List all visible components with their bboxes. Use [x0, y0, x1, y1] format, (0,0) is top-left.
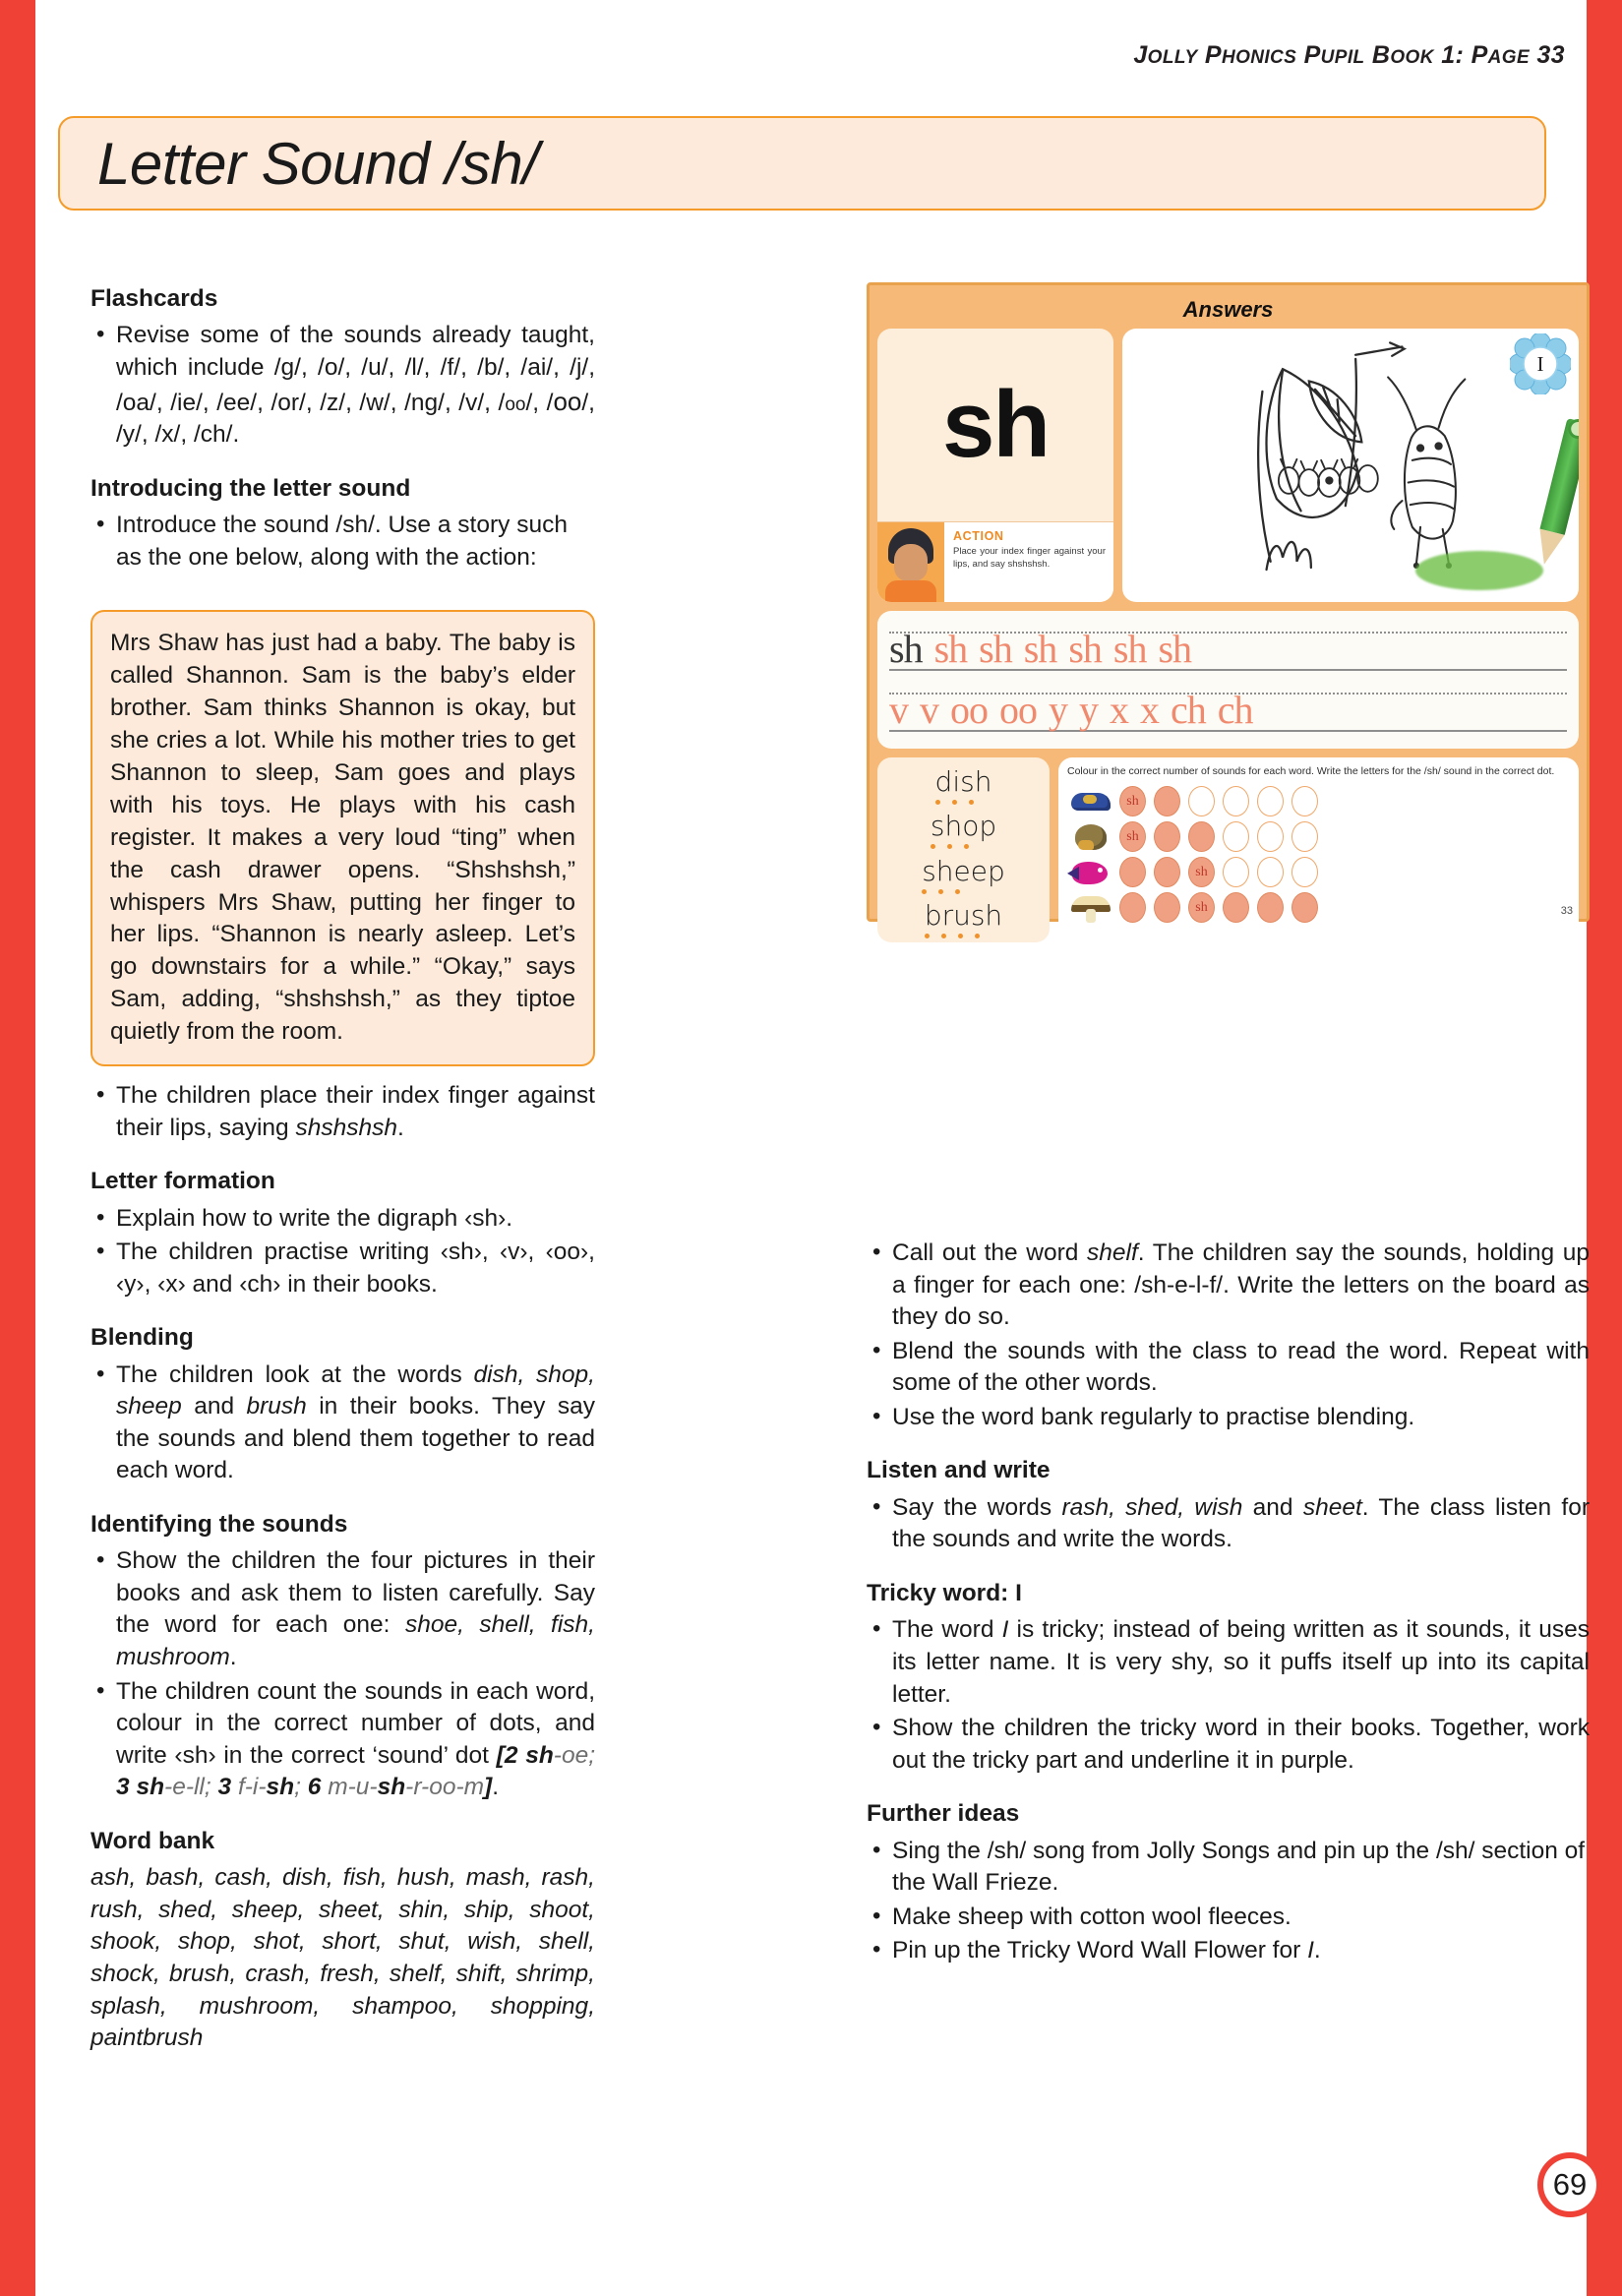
word-dots	[935, 800, 992, 805]
breakdown-sh-3: sh	[266, 1774, 295, 1801]
list-item: • The children practise writing ‹sh›, ‹v›, ‹oo›, ‹y›, ‹x› and ‹ch› in their books.	[90, 1237, 595, 1300]
dot	[964, 844, 969, 849]
heading-introducing: Introducing the letter sound	[90, 474, 411, 502]
list-item: • Introduce the sound /sh/. Use a story such as the one below, along with the action:	[90, 510, 595, 574]
list-item: • Explain how to write the digraph ‹sh›.	[90, 1203, 595, 1236]
section-blending-continued	[867, 1238, 1590, 1433]
dot	[922, 889, 927, 894]
letter-formation-list	[90, 1203, 595, 1301]
pupil-book-illustration-panel	[867, 282, 1590, 932]
section-introducing	[90, 473, 595, 574]
flashcards-text-mid: /, /	[525, 389, 554, 416]
sound-dot	[1188, 786, 1215, 816]
sound-dot	[1188, 857, 1215, 887]
breakdown-sh-4: sh	[377, 1774, 406, 1801]
word-label: dish	[934, 765, 992, 799]
sound-dot	[1154, 821, 1180, 852]
handwriting-glyph: sh	[1158, 627, 1192, 671]
shell-icon	[1067, 821, 1114, 853]
identify-b2-before: The children count the sounds in each word, colour in the correct number of dots, and write ‹sh› in the correct ‘sound’ dot	[116, 1677, 595, 1769]
breakdown-pre-3: f-i-	[237, 1774, 267, 1801]
list-item: • Show the children the tricky word in their books. Together, work out the tricky part and underline it in purple.	[867, 1713, 1590, 1777]
law-words-1: rash, shed, wish	[1061, 1493, 1243, 1521]
word-list-item	[930, 810, 997, 849]
dot	[931, 844, 935, 849]
breakdown-pre-4: m-u-	[328, 1774, 378, 1801]
sound-dot	[1292, 892, 1318, 923]
handwriting-glyph: sh	[1068, 627, 1102, 671]
grass-patch-shape	[1415, 551, 1543, 590]
list-item	[867, 1614, 1590, 1711]
mushroom-icon	[1067, 892, 1114, 924]
list-item	[90, 1359, 595, 1487]
action-bullet-sound: shshshsh	[295, 1114, 397, 1141]
section-flashcards	[90, 283, 595, 452]
handwriting-glyph: ch	[1171, 688, 1206, 732]
breakdown-count-2: 3	[116, 1774, 130, 1801]
tricky-after: is tricky; instead of being written as it sounds, it uses its letter name. It is very shy, so it puffs itself up into its capital letter.	[892, 1616, 1591, 1708]
law-words-2: sheet	[1302, 1493, 1362, 1521]
sound-dot	[1154, 786, 1180, 816]
heading-letter-formation: Letter formation	[90, 1168, 275, 1195]
sound-dot	[1223, 857, 1249, 887]
handwriting-glyph: y	[1079, 688, 1098, 732]
sound-dot	[1292, 821, 1318, 852]
page-title: Letter Sound /sh/	[97, 130, 539, 197]
list-item: • Blend the sounds with the class to read the word. Repeat with some of the other words.	[867, 1336, 1590, 1400]
sound-dot	[1257, 821, 1284, 852]
sound-dot	[1292, 786, 1318, 816]
section-listen-and-write	[867, 1455, 1590, 1556]
flashcards-text-tail: /, /y/, /x/, /ch/.	[116, 389, 595, 449]
handwriting-glyph: x	[1140, 688, 1159, 732]
sound-dot	[1223, 892, 1249, 923]
handwriting-glyph: sh	[933, 627, 968, 671]
dot	[938, 889, 943, 894]
sound-dot	[1188, 821, 1215, 852]
heading-tricky-word: Tricky word: I	[867, 1579, 1022, 1606]
illustration-bottom-row	[877, 757, 1579, 942]
action-text-block	[944, 522, 1113, 602]
introducing-list	[90, 510, 595, 574]
illustration-top-row	[877, 329, 1579, 602]
page-edge-bar-left	[0, 0, 35, 2296]
shoe-icon	[1067, 786, 1114, 817]
breakdown-rest-4: -r-oo-m	[405, 1774, 485, 1801]
handwriting-glyph: sh	[979, 627, 1012, 671]
breakdown-rest-2: -e-ll;	[164, 1774, 218, 1801]
sound-dot	[1223, 821, 1249, 852]
page-title-bar	[58, 116, 1546, 211]
callout-after: . The children say the sounds, holding up a finger for each one: /sh-e-l-f/. Write the letters on the board as they do so.	[892, 1239, 1590, 1331]
section-letter-formation	[90, 1166, 595, 1300]
section-word-bank	[90, 1826, 595, 2055]
handwriting-glyph: oo	[999, 688, 1037, 732]
action-bullet-after: .	[397, 1114, 404, 1141]
breakdown-sh-2: sh	[136, 1774, 165, 1801]
breakdown-count-1: 2	[504, 1741, 518, 1769]
worksheet-row	[1067, 890, 1570, 926]
digraph-card	[877, 329, 1113, 602]
word-list-item	[934, 765, 992, 805]
action-body: Place your index finger against your lips, and say shshshsh.	[953, 546, 1106, 570]
heading-listen-and-write: Listen and write	[867, 1457, 1051, 1484]
blending-after: in their books. They say the sounds and blend them together to read each word.	[116, 1393, 595, 1484]
sound-dot	[1257, 786, 1284, 816]
list-item: • Use the word bank regularly to practise blending.	[867, 1402, 1590, 1434]
sh-in-dot: sh	[1195, 864, 1208, 879]
further-after: .	[1313, 1937, 1321, 1964]
sound-dots-worksheet	[1058, 757, 1579, 942]
worksheet-row	[1067, 784, 1570, 819]
listen-and-write-list	[867, 1492, 1590, 1556]
sound-dot	[1119, 821, 1146, 852]
blending-words-2: brush	[246, 1393, 307, 1420]
handwriting-row-2	[889, 679, 1567, 740]
sound-dot	[1119, 892, 1146, 923]
heading-word-bank: Word bank	[90, 1827, 215, 1854]
breakdown-sh-1: sh	[525, 1741, 554, 1769]
word-list-card	[877, 757, 1050, 942]
oo-short-glyph: oo	[505, 393, 526, 415]
sound-dot	[1257, 892, 1284, 923]
flower-badge-letter: I	[1536, 351, 1544, 376]
story-box	[90, 610, 595, 1066]
answers-label: Answers	[1182, 297, 1274, 322]
sound-dot	[1257, 857, 1284, 887]
action-bullet-list	[90, 1080, 595, 1144]
identify-b1-after: .	[229, 1644, 237, 1671]
sh-in-dot: sh	[1195, 899, 1208, 915]
section-further-ideas	[867, 1798, 1590, 1967]
law-after: . The class listen for the sounds and write the words.	[892, 1493, 1590, 1553]
action-bullet-before: The children place their index finger against their lips, saying	[116, 1082, 595, 1141]
handwriting-glyph: y	[1049, 688, 1067, 732]
sound-dot	[1292, 857, 1318, 887]
handwriting-glyph: v	[889, 688, 908, 732]
law-before: Say the words	[892, 1493, 1062, 1521]
blending-cont-list	[867, 1238, 1590, 1433]
word-label: sheep	[922, 854, 1005, 887]
page-body	[35, 0, 1591, 2296]
list-item	[90, 1676, 595, 1804]
action-strip	[877, 521, 1113, 602]
breakdown-bracket-close: ]	[484, 1774, 493, 1801]
breakdown-count-4: 6	[307, 1774, 322, 1801]
fish-icon	[1067, 857, 1114, 888]
heading-identifying-sounds: Identifying the sounds	[90, 1510, 348, 1538]
breakdown-rest-3: ;	[294, 1774, 308, 1801]
list-item	[90, 320, 595, 451]
tricky-before: The word	[892, 1616, 1002, 1644]
identify-b1-words: shoe, shell, fish, mushroom	[116, 1611, 595, 1671]
section-tricky-word	[867, 1578, 1590, 1777]
handwriting-glyph: ch	[1217, 688, 1253, 732]
word-dots	[931, 844, 996, 849]
blending-words-1: dish, shop, sheep	[116, 1360, 595, 1420]
right-column	[867, 1238, 1590, 1969]
list-item	[90, 1545, 595, 1673]
identifying-list	[90, 1545, 595, 1804]
digraph-letters: sh	[941, 372, 1050, 477]
word-dots	[922, 889, 1005, 894]
word-list-item	[924, 898, 1003, 938]
blending-before: The children look at the words	[116, 1360, 474, 1388]
blending-mid: and	[181, 1393, 247, 1420]
running-header: JOLLY PHONICS PUPIL BOOK 1: PAGE 33	[1133, 41, 1565, 69]
page-edge-bar-right	[1587, 0, 1622, 2296]
list-item: • Make sheep with cotton wool fleeces.	[867, 1902, 1590, 1934]
handwriting-glyph: sh	[1023, 627, 1057, 671]
dot	[955, 889, 960, 894]
section-action-bullet	[90, 1080, 595, 1144]
sound-dot	[1154, 857, 1180, 887]
book-page-number: 33	[1560, 905, 1573, 917]
callout-before: Call out the word	[892, 1239, 1088, 1266]
law-mid: and	[1242, 1493, 1303, 1521]
sound-dot	[1154, 892, 1180, 923]
list-item	[867, 1935, 1590, 1967]
colouring-picture-card	[1122, 329, 1579, 602]
section-identifying-sounds	[90, 1509, 595, 1804]
identify-b1-before: Show the children the four pictures in their books and ask them to listen carefully. Say the word for each one:	[116, 1547, 595, 1639]
dot	[925, 934, 930, 938]
identify-b2-after: .	[492, 1774, 499, 1801]
dot	[947, 844, 952, 849]
list-item: • Sing the /sh/ song from Jolly Songs and pin up the /sh/ section of the Wall Frieze.	[867, 1836, 1590, 1900]
breakdown-count-3: 3	[217, 1774, 232, 1801]
word-label: shop	[930, 810, 997, 843]
oo-long-glyph: oo	[553, 386, 582, 416]
tricky-word-letter: I	[1001, 1616, 1009, 1644]
sound-dot	[1119, 786, 1146, 816]
worksheet-row	[1067, 819, 1570, 855]
word-list-item	[922, 854, 1005, 894]
blending-list	[90, 1359, 595, 1487]
dot	[969, 800, 974, 805]
flashcards-list	[90, 320, 595, 451]
heading-flashcards: Flashcards	[90, 285, 218, 312]
story-text: Mrs Shaw has just had a baby. The baby is called Shannon. Sam is the baby’s elder brother. Sam thinks Shannon is okay, but she cries a lot. While his mother tries to get Shannon to sleep, Sam goes and plays with his toys. He plays with his cash register. It makes a very loud “ting” when the cash drawer opens. “Shshshsh,” whispers Mrs Shaw, putting her finger to her lips. “Shannon is nearly asleep. Let’s go downstairs for a while.” “Okay,” says Sam, adding, “shshshsh,” as they tiptoe quietly from the room.	[110, 630, 575, 1046]
handwriting-row-1	[889, 618, 1567, 679]
list-item	[867, 1492, 1590, 1556]
sound-dot	[1223, 786, 1249, 816]
handwriting-glyph: sh	[1112, 627, 1147, 671]
handwriting-practice-strip	[877, 611, 1579, 749]
shoe-shape	[1071, 793, 1111, 811]
dot	[952, 800, 957, 805]
callout-word: shelf	[1087, 1239, 1138, 1266]
dot	[941, 934, 946, 938]
flashcards-text-lead: Revise some of the sounds already taught, which include /g/, /o/, /u/, /l/, /f/, /b/, /ai/, /j/, /oa/, /ie/, /ee/, /or/, /z/, /w/, /ng/, /v/, /	[116, 322, 595, 416]
handwriting-glyph: x	[1110, 688, 1128, 732]
mushroom-shape	[1071, 896, 1111, 922]
further-letter: I	[1307, 1937, 1314, 1964]
tricky-word-list	[867, 1614, 1590, 1777]
heading-blending: Blending	[90, 1324, 194, 1352]
worksheet-row	[1067, 855, 1570, 890]
left-column-top	[90, 283, 595, 575]
child-face-icon	[877, 522, 944, 602]
list-item	[867, 1238, 1590, 1334]
section-blending	[90, 1322, 595, 1487]
word-label: brush	[924, 898, 1003, 932]
sh-in-dot: sh	[1126, 828, 1139, 844]
breakdown-bracket-open: [	[496, 1741, 505, 1769]
sound-dot	[1119, 857, 1146, 887]
breakdown-rest-1: -oe;	[553, 1741, 595, 1769]
handwriting-glyph: sh	[889, 627, 923, 671]
action-heading: ACTION	[953, 529, 1004, 543]
heading-further-ideas: Further ideas	[867, 1800, 1020, 1828]
worksheet-instruction: Colour in the correct number of sounds for each word. Write the letters for the /sh/ sound in the correct dot.	[1067, 765, 1555, 777]
word-dots	[925, 934, 1002, 938]
handwriting-glyph: oo	[950, 688, 988, 732]
further-before: Pin up the Tricky Word Wall Flower for	[892, 1937, 1308, 1964]
dot	[935, 800, 940, 805]
dot	[975, 934, 980, 938]
handwriting-glyph: v	[920, 688, 938, 732]
dot	[958, 934, 963, 938]
face-skin-shape	[894, 544, 928, 581]
face-body-shape	[885, 580, 936, 602]
sh-in-dot: sh	[1126, 793, 1139, 809]
shell-shape	[1075, 824, 1107, 850]
sound-dot	[1188, 892, 1215, 923]
page-number-badge: 69	[1537, 2152, 1602, 2217]
left-column-bottom	[90, 1080, 595, 2055]
word-bank-words: ash, bash, cash, dish, fish, hush, mash, rash, rush, shed, sheep, sheet, shin, ship, shoot, shook, shop, shot, short, shut, wish, shell, shock, brush, crash, fresh, shelf, shift, shrimp, splash, mushroom, shampoo, shopping, paintbrush	[90, 1864, 595, 2052]
further-ideas-list	[867, 1836, 1590, 1967]
list-item	[90, 1080, 595, 1144]
fish-shape	[1072, 862, 1108, 884]
